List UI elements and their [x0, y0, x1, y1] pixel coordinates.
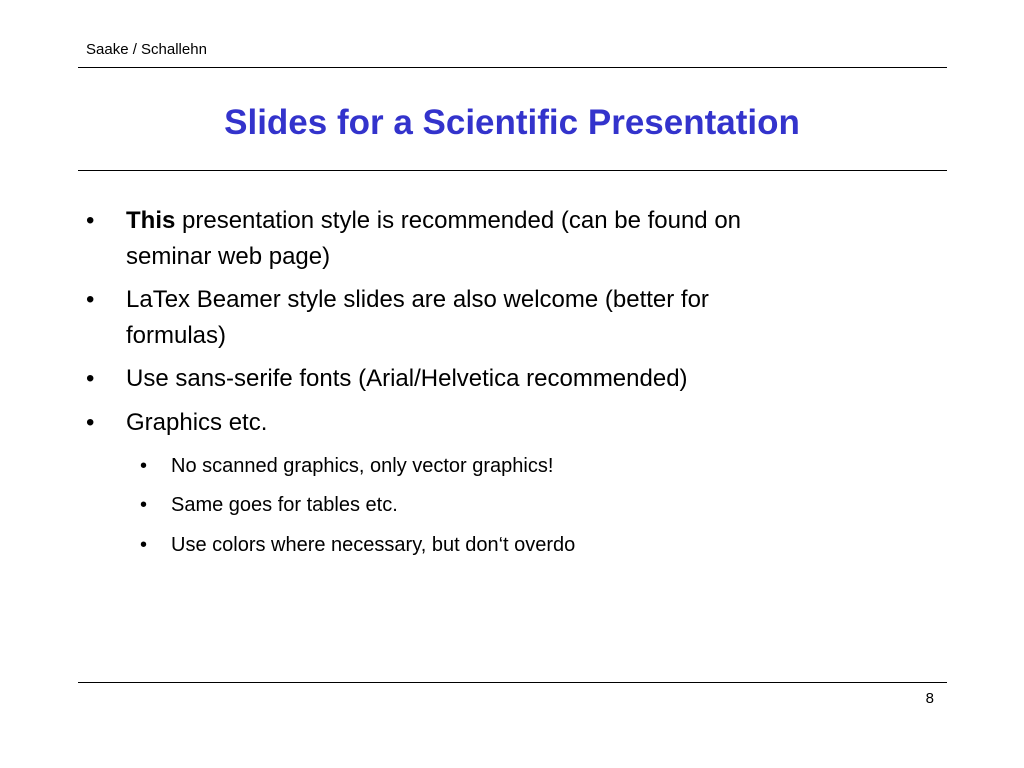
- bullet-line-1: [126, 203, 866, 239]
- author-header: Saake / Schallehn: [86, 41, 207, 58]
- bullet-bold-prefix: This: [126, 207, 176, 234]
- bullet-symbol: •: [86, 207, 95, 234]
- bullet-text: Use sans-serife fonts (Arial/Helvetica recommended): [126, 365, 688, 392]
- sub-bullet-symbol: •: [140, 494, 148, 516]
- sub-bullet-symbol: •: [140, 534, 148, 556]
- bullet-symbol: •: [86, 286, 95, 313]
- bullet-line-2: seminar web page): [126, 243, 331, 270]
- page-number: 8: [925, 690, 934, 707]
- footer-divider: [78, 682, 947, 683]
- sub-bullet-text: No scanned graphics, only vector graphics!: [171, 455, 554, 477]
- sub-bullet-symbol: •: [140, 455, 148, 477]
- bullet-line-2: formulas): [126, 322, 227, 349]
- bullet-symbol: •: [86, 365, 95, 392]
- bullet-text: presentation style is recommended (can be found on: [175, 207, 742, 234]
- bullet-line-1: LaTex Beamer style slides are also welcome (better for: [126, 286, 709, 313]
- bullet-text: Graphics etc.: [126, 409, 268, 436]
- slide-title: Slides for a Scientific Presentation: [224, 103, 800, 142]
- sub-bullet-text: Use colors where necessary, but don‘t overdo: [171, 534, 576, 556]
- bullet-symbol: •: [86, 409, 95, 436]
- sub-bullet-text: Same goes for tables etc.: [171, 494, 398, 516]
